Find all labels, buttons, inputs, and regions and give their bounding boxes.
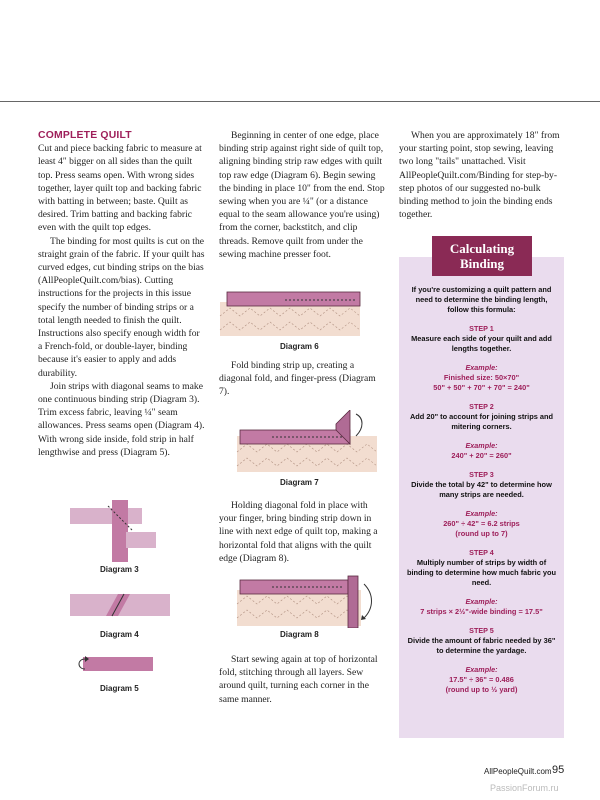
header-rule bbox=[0, 101, 600, 102]
step-label: STEP 1 bbox=[469, 324, 494, 333]
column-1 bbox=[38, 129, 206, 459]
example-line: (round up to 7) bbox=[455, 529, 508, 538]
example-line: 17.5" ÷ 36" = 0.486 bbox=[449, 675, 514, 684]
example-text bbox=[405, 519, 558, 539]
example-label: Example: bbox=[465, 665, 498, 674]
diagram-3-caption: Diagram 3 bbox=[100, 565, 139, 574]
paragraph: Holding diagonal fold in place with your finger, bring binding strip down in line with next edge of quilt top, making a horizontal fold that aligns with the quilt edge (Diagram 8). bbox=[219, 500, 378, 564]
diagram-6-caption: Diagram 6 bbox=[280, 342, 319, 351]
step-label: STEP 4 bbox=[469, 548, 494, 557]
example-label: Example: bbox=[465, 509, 498, 518]
diagram-8-caption: Diagram 8 bbox=[280, 630, 319, 639]
diagram-5-caption: Diagram 5 bbox=[100, 684, 139, 693]
example-line: 240" + 20" = 260" bbox=[451, 451, 512, 460]
sidebar-title bbox=[432, 236, 532, 276]
sidebar-title-line-1: Calculating bbox=[449, 241, 515, 256]
column-3 bbox=[399, 129, 564, 221]
diagram-5-illustration bbox=[75, 653, 175, 679]
example-text bbox=[405, 451, 558, 461]
section-heading: COMPLETE QUILT bbox=[38, 130, 132, 141]
column-2c bbox=[219, 499, 387, 565]
step-label: STEP 2 bbox=[469, 402, 494, 411]
step-text: Add 20" to account for joining strips and mitering corners. bbox=[409, 412, 554, 431]
step-text: Divide the amount of fabric needed by 36" to determine the yardage. bbox=[407, 636, 556, 655]
paragraph: When you are approximately 18" from your starting point, stop sewing, leaving two long "tails" unattached. Visit AllPeopleQuilt.com/Binding for step-by-step photos of our suggested no-bulk binding method to join the binding ends together. bbox=[399, 130, 560, 221]
paragraph: Join strips with diagonal seams to make one continuous binding strip (Diagram 3). Trim excess fabric, leaving ¼" seam allowances. Press seams open (Diagram 4). With wrong side inside, fold strip in half lengthwise and press (Diagram 5). bbox=[38, 380, 205, 458]
step-text: Divide the total by 42" to determine how many strips are needed. bbox=[411, 480, 552, 499]
paragraph: Cut and piece backing fabric to measure at least 4" bigger on all sides than the quilt top. Press seams open. With wrong sides together, layer quilt top and backing fabric with batting in between; baste. Quilt as desired. Trim batting and backing fabric even with the quilt top edges. bbox=[38, 143, 202, 234]
diagram-4-caption: Diagram 4 bbox=[100, 630, 139, 639]
example-label: Example: bbox=[465, 597, 498, 606]
diagram-7-illustration bbox=[232, 410, 382, 474]
example-label: Example: bbox=[465, 363, 498, 372]
step-text: Multiply number of strips by width of binding to determine how much fabric you need. bbox=[406, 558, 557, 587]
paragraph: The binding for most quilts is cut on the straight grain of the fabric. If your quilt has curved edges, cut binding strips on the bias (AllPeopleQuilt.com/bias). Cutting instructions for the projects in this issue specify the number of binding strips or a total length needed to finish the quilt. Instructions also specify enough width for a French-fold, or double-layer, binding because it's easier to apply and adds durability. bbox=[38, 235, 205, 379]
diagram-8-illustration bbox=[232, 572, 382, 628]
paragraph: Beginning in center of one edge, place binding strip against right side of quilt top, aligning binding strip raw edges with quilt top raw edge (Diagram 6). Begin sewing the binding in place 10" from the end. Stop sewing when you are ¼" (or a distance equal to the seam allowance you're using) from the corner, backstitch, and clip threads. Remove quilt from under the sewing machine presser foot. bbox=[219, 130, 385, 260]
example-line: 50" + 50" + 70" + 70" = 240" bbox=[433, 383, 530, 392]
example-label: Example: bbox=[465, 441, 498, 450]
step-label: STEP 5 bbox=[469, 626, 494, 635]
column-2 bbox=[219, 129, 387, 261]
sidebar-intro: If you're customizing a quilt pattern and need to determine the binding length, follow this formula: bbox=[411, 285, 552, 314]
column-2b bbox=[219, 359, 387, 399]
sidebar-title-line-2: Binding bbox=[459, 256, 505, 271]
column-2d bbox=[219, 653, 387, 706]
example-text bbox=[405, 607, 558, 617]
calculating-binding-sidebar bbox=[399, 236, 564, 738]
paragraph: Fold binding strip up, creating a diagonal fold, and finger-press (Diagram 7). bbox=[219, 360, 376, 398]
example-line: 260" ÷ 42" = 6.2 strips bbox=[443, 519, 520, 528]
footer-site: AllPeopleQuilt.com bbox=[484, 767, 552, 776]
example-text bbox=[405, 675, 558, 695]
step-label: STEP 3 bbox=[469, 470, 494, 479]
step-text: Measure each side of your quilt and add lengths together. bbox=[411, 334, 552, 353]
diagram-4-illustration bbox=[70, 590, 170, 626]
diagram-6-illustration bbox=[215, 288, 365, 338]
example-line: Finished size: 50×70" bbox=[443, 373, 520, 382]
diagram-7-caption: Diagram 7 bbox=[280, 478, 319, 487]
sidebar-content bbox=[405, 285, 558, 704]
example-line: (round up to ½ yard) bbox=[445, 685, 518, 694]
paragraph: Start sewing again at top of horizontal fold, stitching through all layers. Sew around quilt, turning each corner in the same manner. bbox=[219, 654, 378, 705]
example-text bbox=[405, 373, 558, 393]
page-number: 95 bbox=[552, 764, 565, 776]
watermark: PassionForum.ru bbox=[490, 783, 559, 793]
example-line: 7 strips × 2½"-wide binding = 17.5" bbox=[420, 607, 543, 616]
diagram-3-illustration bbox=[70, 500, 170, 562]
